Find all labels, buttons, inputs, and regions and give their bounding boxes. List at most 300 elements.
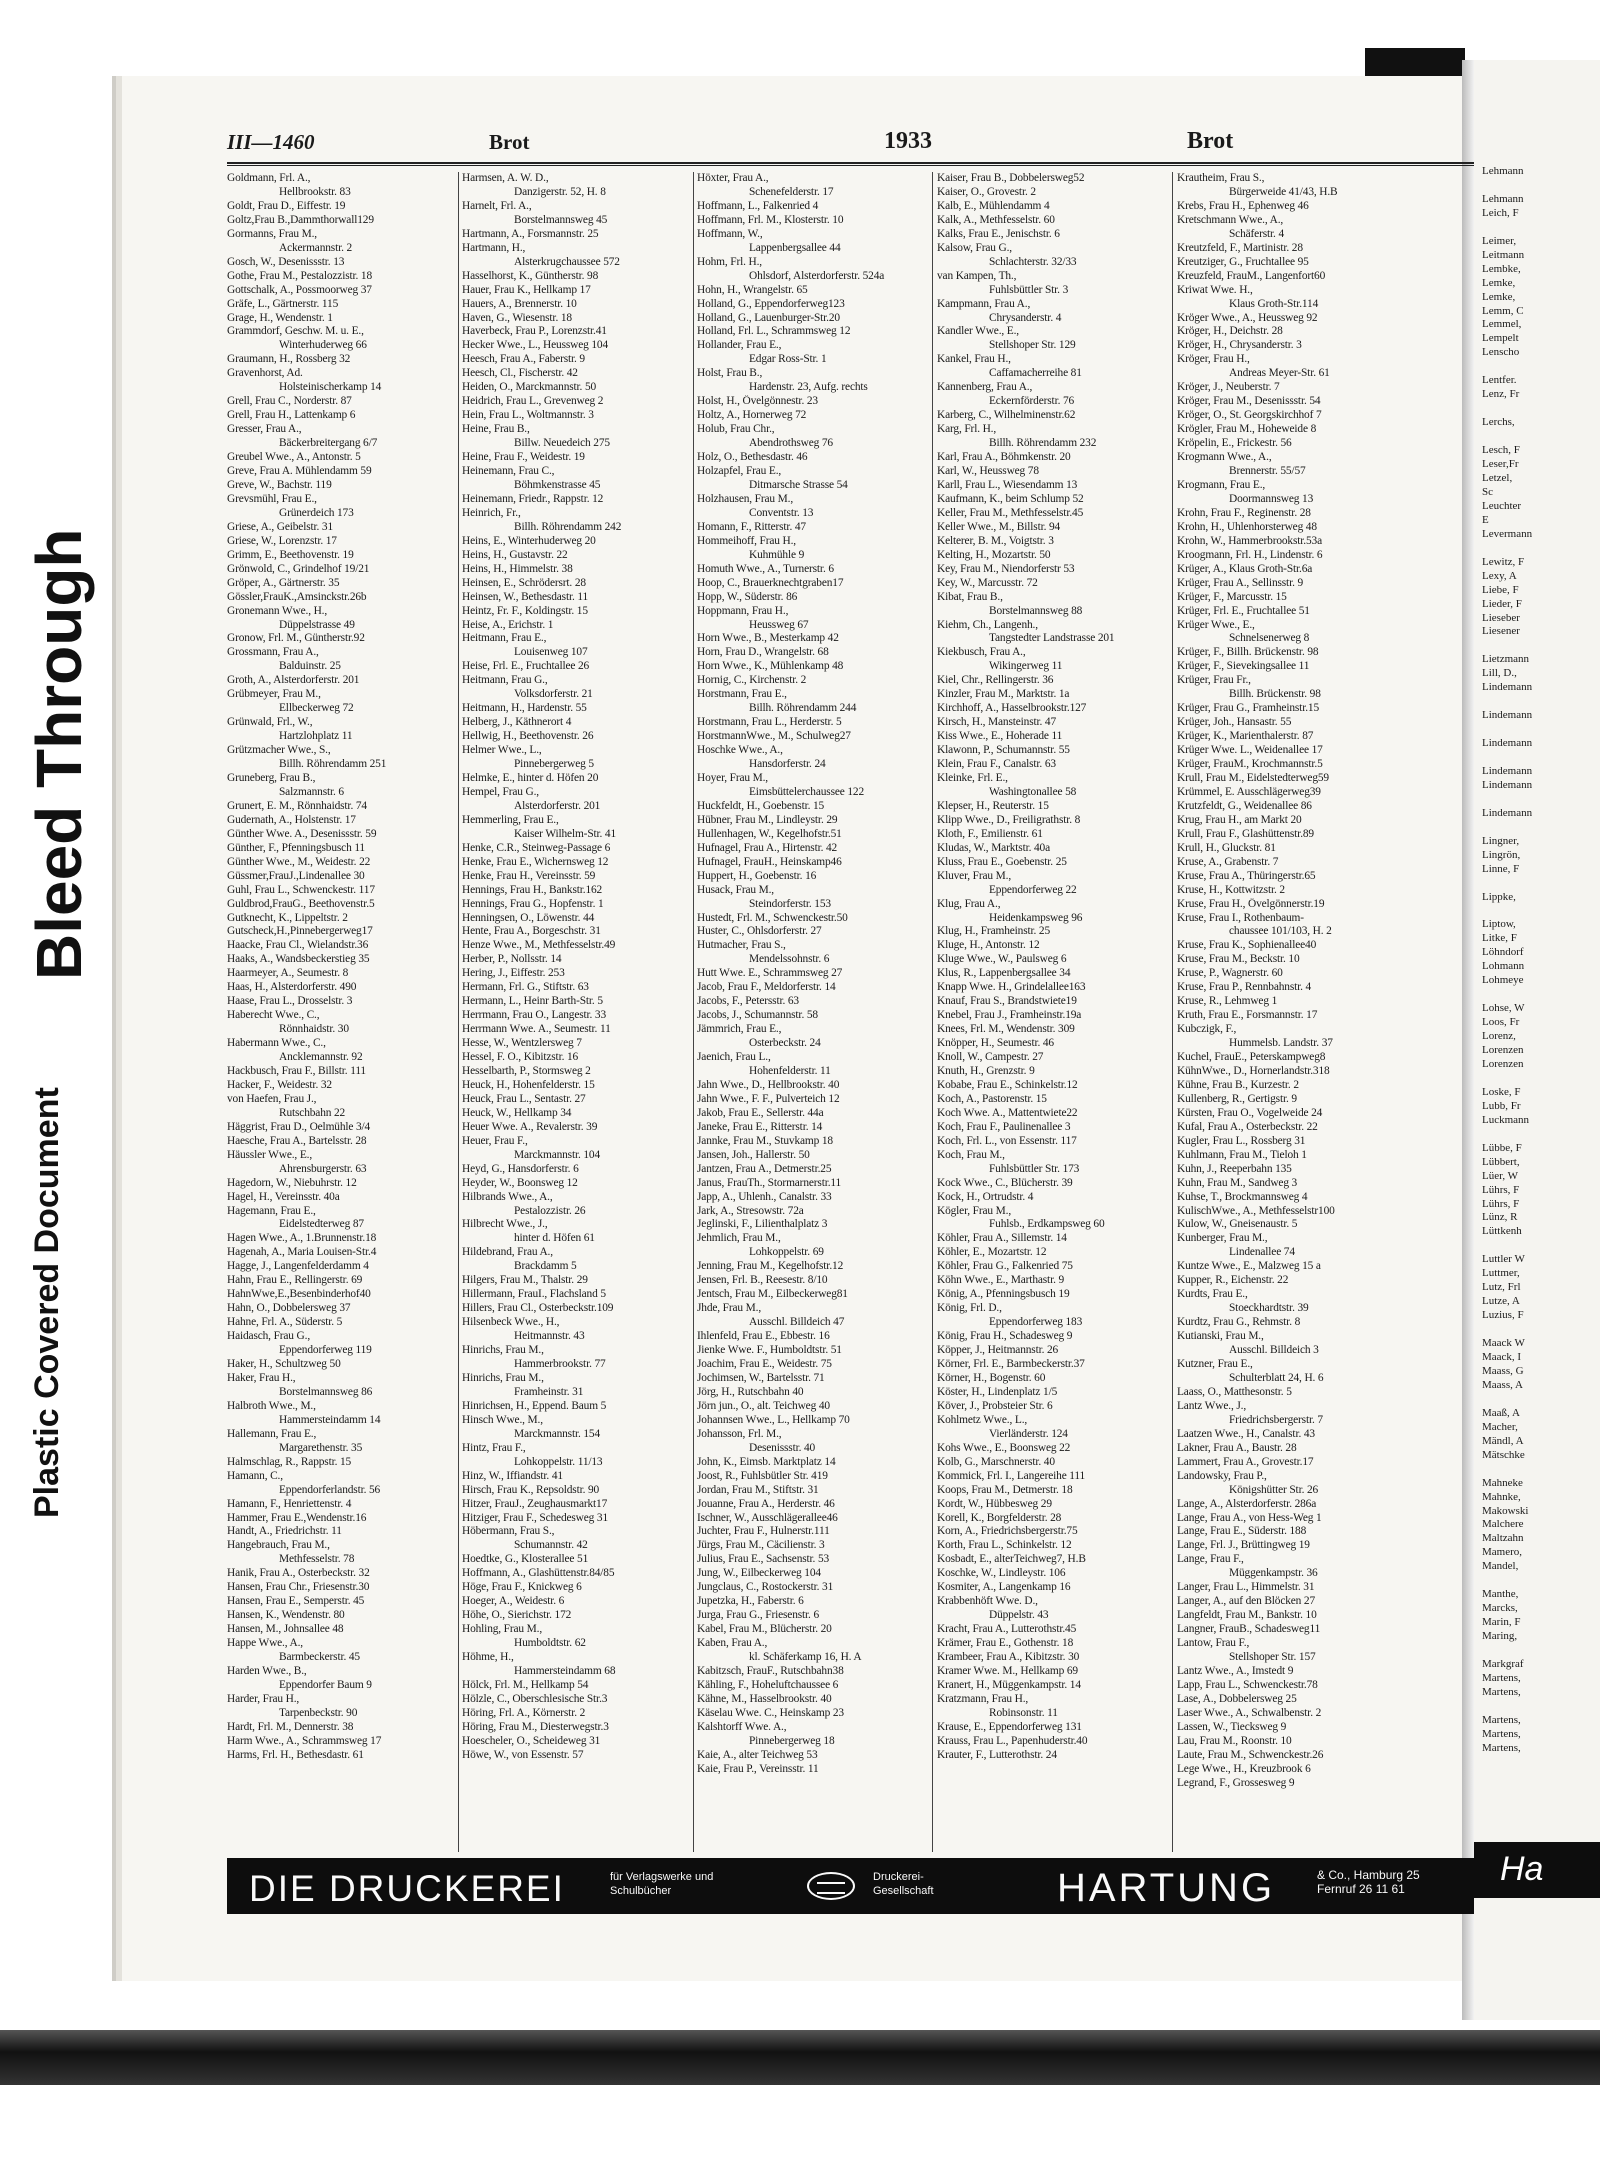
directory-entry-continuation: Grünerdeich 173 [279,506,354,519]
directory-entry: Karberg, C., Wilhelminenstr.62 [937,409,1076,422]
directory-entry: Jansen, Joh., Hallerstr. 50 [697,1148,810,1161]
next-page-entry: Luzius, F [1482,1309,1524,1322]
bleed-through-label: Bleed Through [23,528,95,980]
directory-entry: Kroogmann, Frl. H., Lindenstr. 6 [1177,548,1323,561]
directory-entry: Kögler, Frau M., [937,1204,1012,1217]
directory-entry: Kranert, H., Müggenkampstr. 14 [937,1678,1081,1691]
directory-entry-continuation: Schnelsenerweg 8 [1229,632,1310,645]
directory-entry: Klug, H., Framheinstr. 25 [937,925,1050,938]
directory-entry: Krautheim, Frau S., [1177,172,1265,184]
directory-entry: Gormanns, Frau M., [227,227,317,240]
directory-entry: Koch, Frau M., [937,1148,1005,1161]
directory-entry: Hölzle, C., Oberschlesische Str.3 [462,1692,608,1705]
directory-entry: Hinrichs, Frau M., [462,1344,544,1357]
directory-entry: Heins, H., Gustavstr. 22 [462,548,568,561]
directory-entry: Hoffmann, A., Glashüttenstr.84/85 [462,1567,615,1580]
page-header [227,124,1502,160]
directory-entry: Jhde, Frau M., [697,1302,762,1315]
directory-entry: Jantzen, Frau A., Detmerstr.25 [697,1162,832,1175]
directory-entry: Krüger, Frl. E., Fruchtallee 51 [1177,604,1310,617]
next-page-entry: Lindemann [1482,806,1533,819]
directory-entry: Köver, J., Probsteier Str. 6 [937,1399,1053,1412]
directory-entry-continuation: Hammerbrookstr. 77 [514,1358,606,1371]
directory-entry: Günther Wwe., M., Weidestr. 22 [227,855,371,868]
directory-entry: Holz, O., Bethesdastr. 46 [697,451,808,464]
next-page-entry [1474,1393,1532,1407]
directory-entry: KulischWwe., A., Methfesselstr100 [1177,1204,1335,1217]
directory-entry: Krüger, F., Marcusstr. 15 [1177,590,1287,603]
directory-entry: Lange, Frl. J., Brüttingweg 19 [1177,1539,1310,1552]
directory-entry: Lantz Wwe., A., Imstedt 9 [1177,1664,1294,1677]
directory-entry: Kampmann, Frau A., [937,297,1031,310]
directory-entry: Hacker, F., Weidestr. 32 [227,1078,332,1091]
directory-entry: Hermann, Frl. G., Stiftstr. 63 [462,981,589,994]
directory-entry: Kruse, Frau M., Beckstr. 10 [1177,953,1300,966]
directory-entry: Kaufmann, K., beim Schlump 52 [937,492,1084,505]
directory-entry-continuation: Robinsonstr. 11 [989,1706,1058,1719]
directory-entry: Grevsmühl, Frau E., [227,492,317,505]
directory-entry: Holst, Frau B., [697,367,763,380]
directory-entry: Janeke, Frau E., Ritterstr. 14 [697,1120,823,1133]
directory-entry: Henke, C.R., Steinweg-Passage 6 [462,841,611,854]
next-page-entry: Maaß, A [1482,1406,1520,1419]
directory-entry: Hildebrand, Frau A., [462,1246,553,1259]
directory-entry: Kabitzsch, FrauF., Rutschbahn38 [697,1664,844,1677]
next-page-entry: Marin, F [1482,1616,1521,1629]
directory-entry: Hoedtke, G., Klosterallee 51 [462,1553,589,1566]
next-page-entry: Lentfer. [1482,374,1517,387]
next-page-entry: Lübbe, F [1482,1141,1522,1154]
directory-entry: Kracht, Frau A., Lutterothstr.45 [937,1623,1077,1636]
directory-entry-continuation: Stoeckhardtstr. 39 [1229,1302,1309,1315]
next-page-entry [1474,723,1532,737]
directory-entry: Klug, Frau A., [937,897,1001,910]
directory-entry: Hanik, Frau A., Osterbeckstr. 32 [227,1567,370,1580]
scan-dark-strip-bottom [0,2030,1600,2085]
directory-entry: Klipp Wwe., D., Freiligrathstr. 8 [937,813,1081,826]
directory-entry-continuation: Rutschbahn 22 [279,1106,346,1119]
directory-entry: Krüger, K., Marienthalerstr. 87 [1177,730,1314,743]
directory-entry: Hennings, Frau G., Hopfenstr. 1 [462,897,604,910]
directory-entry-continuation: hinter d. Höfen 61 [514,1232,595,1245]
directory-entry-continuation: Lohkoppelstr. 69 [749,1246,824,1259]
directory-entry: Gruneberg, Frau B., [227,771,316,784]
advertisement-banner [227,1858,1502,1914]
directory-entry: Hardt, Frl. M., Dennerstr. 38 [227,1720,354,1733]
directory-entry: Jürgs, Frau M., Cäcilienstr. 3 [697,1539,825,1552]
directory-entry: Heine, Frau F., Weidestr. 19 [462,451,585,464]
directory-entry: Laute, Frau M., Schwenckestr.26 [1177,1748,1324,1761]
next-page-entry: Mändl, A [1482,1434,1524,1447]
directory-entry-continuation: Ausschl. Billdeich 3 [1229,1344,1319,1357]
directory-entry: Hagenah, A., Maria Louisen-Str.4 [227,1246,377,1259]
directory-entry: Hohm, Frl. H., [697,255,762,268]
directory-entry: Hallemann, Frau E., [227,1427,317,1440]
directory-entry: Greve, W., Bachstr. 119 [227,478,332,491]
directory-entry-continuation: Düppelstrasse 49 [279,618,355,631]
directory-entry: HorstmannWwe., M., Schulweg27 [697,730,851,743]
directory-entry: Häggrist, Frau D., Oelmühle 3/4 [227,1120,371,1133]
directory-entry: Kriwat Wwe. H., [1177,283,1253,296]
next-page-entry: Martens, [1482,1685,1521,1698]
directory-entry: Jaenich, Frau L., [697,1051,771,1064]
directory-entry: Hesse, W., Wentzlersweg 7 [462,1037,582,1050]
next-page-entry: Martens, [1482,1671,1521,1684]
directory-entry: Horn Wwe., B., Mesterkamp 42 [697,632,839,645]
directory-entry: Hennings, Frau H., Bankstr.162 [462,883,603,896]
directory-entry: Kürsten, Frau O., Vogelweide 24 [1177,1106,1323,1119]
directory-entry-continuation: Doormannsweg 13 [1229,492,1314,505]
directory-entry: Grützmacher Wwe., S., [227,744,331,757]
directory-entry: Laatzen Wwe., H., Canalstr. 43 [1177,1427,1315,1440]
directory-entry: Keller, Frau M., Methfesselstr.45 [937,506,1084,519]
next-page-entry [1474,639,1532,653]
directory-entry: Grossmann, Frau A., [227,646,319,659]
directory-entry: Heins, H., Himmelstr. 38 [462,562,573,575]
directory-entry-continuation: Hansdorferstr. 24 [749,758,826,771]
directory-entry-continuation: Kuhmühle 9 [749,548,805,561]
directory-entry: Heesch, Cl., Fischerstr. 42 [462,367,578,380]
directory-entry: Hinrichs, Frau M., [462,1371,544,1384]
directory-entry: Höhe, O., Sierichstr. 172 [462,1609,572,1622]
directory-entry: Landowsky, Frau P., [1177,1469,1267,1482]
directory-entry: Heinsen, W., Bethesdastr. 11 [462,590,589,603]
directory-entry-continuation: Bürgerweide 41/43, H.B [1229,185,1338,198]
directory-entry: Gudernath, A., Holstenstr. 17 [227,813,356,826]
next-page-entry: Lesch, F [1482,444,1520,457]
directory-entry: Knoll, W., Campestr. 27 [937,1051,1044,1064]
next-page-entry: Lohmeye [1482,974,1524,987]
directory-entry: Hoffmann, W., [697,227,763,240]
directory-entry: Heuck, W., Hellkamp 34 [462,1106,572,1119]
directory-entry: Horstmann, Frau L., Herderstr. 5 [697,716,842,729]
directory-entry-continuation: Caffamacherreihe 81 [989,367,1082,380]
directory-entry: Helmer Wwe., L., [462,744,542,757]
ad-phone-line: Fernruf 26 11 61 [1317,1882,1405,1896]
directory-entry: Kubczigk, F., [1177,1023,1237,1036]
directory-entry: Hagemann, Frau E., [227,1204,316,1217]
directory-entry-continuation: Borstelmannsweg 45 [514,213,608,226]
directory-entry: Horn, Frau D., Wrangelstr. 68 [697,646,829,659]
directory-entry: Krümmel, E. Ausschlägerweg39 [1177,785,1321,798]
directory-entry: Herrmann, Frau O., Langestr. 33 [462,1009,607,1022]
directory-entry: Harden Wwe., B., [227,1664,307,1677]
directory-entry-continuation: Desenissstr. 40 [749,1441,816,1454]
directory-entry: Lassen, W., Tiecksweg 9 [1177,1720,1287,1733]
directory-entry-continuation: Billh. Röhrendamm 251 [279,758,387,771]
directory-entry: Helmke, E., hinter d. Höfen 20 [462,771,599,784]
directory-entry: Hauers, A., Brennerstr. 10 [462,297,577,310]
directory-entry: Lammert, Frau A., Grovestr.17 [1177,1455,1314,1468]
directory-entry: Kuhse, T., Brockmannsweg 4 [1177,1190,1308,1203]
directory-entry: Kalks, Frau E., Jenischstr. 6 [937,227,1060,240]
next-page-entry: Maltzahn [1482,1532,1524,1545]
directory-entry: Laser Wwe., A., Schwalbenstr. 2 [1177,1706,1322,1719]
directory-entry-continuation: Alsterdorferstr. 201 [514,799,601,812]
directory-entry: Julius, Frau E., Sachsenstr. 53 [697,1553,830,1566]
ad-logo-icon [807,1872,855,1900]
directory-entry: Gothe, Frau M., Pestalozzistr. 18 [227,269,373,282]
directory-entry: Höring, Frau M., Diesterwegstr.3 [462,1720,609,1733]
directory-entry-continuation: Hammersteindamm 14 [279,1413,381,1426]
directory-entry: Gottschalk, A., Possmoorweg 37 [227,283,372,296]
directory-entry-continuation: Schenefelderstr. 17 [749,185,834,198]
column-divider [1172,172,1173,1852]
directory-entry: Heinrich, Fr., [462,506,521,519]
directory-entry: Langner, FrauB., Schadesweg11 [1177,1623,1321,1636]
next-page-entry: Lemm, C [1482,304,1524,317]
directory-entry: Hangebrauch, Frau M., [227,1539,330,1552]
directory-entry: Kobabe, Frau E., Schinkelstr.12 [937,1078,1078,1091]
directory-entry: Karll, Frau L., Wiesendamm 13 [937,478,1078,491]
directory-entry: Koch, Frl. L., von Essenstr. 117 [937,1134,1077,1147]
next-page-entry: Makowski [1482,1504,1529,1517]
next-page-entry [1474,1700,1532,1714]
directory-entry-continuation: Tarpenbeckstr. 90 [279,1706,358,1719]
header-keyword-right: Brot [1187,128,1234,154]
directory-entry: Krüger, Frau Fr., [1177,674,1251,687]
next-page-entry [1474,1072,1532,1086]
directory-entry: Gravenhorst, Ad. [227,367,303,380]
directory-entry-continuation: Conventstr. 13 [749,506,814,519]
header-rule [227,162,1502,166]
directory-entry: Hasselhorst, K., Güntherstr. 98 [462,269,599,282]
directory-entry: Grammdorf, Geschw. M. u. E., [227,325,364,338]
directory-entry: Haesche, Frau A., Bartelsstr. 28 [227,1134,367,1147]
directory-entry: Guhl, Frau L., Schwenckestr. 117 [227,883,375,896]
directory-entry: Höwe, W., von Essenstr. 57 [462,1748,584,1761]
directory-entry: Koops, Frau M., Detmerstr. 18 [937,1483,1073,1496]
directory-entry: Kutianski, Frau M., [1177,1330,1264,1343]
directory-entry: Kühne, Frau B., Kurzestr. 2 [1177,1078,1299,1091]
directory-entry: Griese, W., Lorenzstr. 17 [227,534,337,547]
directory-entry: Lakner, Frau A., Baustr. 28 [1177,1441,1297,1454]
directory-entry: Johansson, Frl. M., [697,1427,782,1440]
directory-entry: Kupper, R., Eichenstr. 22 [1177,1274,1289,1287]
next-page-entry: Lembke, [1482,262,1521,275]
directory-entry: Kluver, Frau M., [937,869,1012,882]
directory-entry: Jacobs, F., Petersstr. 63 [697,995,799,1008]
directory-entry: Kuntze Wwe., E., Malzweg 15 a [1177,1260,1321,1273]
directory-entry: Kuhn, Frau M., Sandweg 3 [1177,1176,1298,1189]
directory-entry: Hinz, W., Iffiandstr. 41 [462,1469,563,1482]
directory-entry: Hein, Frau L., Woltmannstr. 3 [462,409,594,422]
directory-entry: Gronow, Frl. M., Güntherstr.92 [227,632,365,645]
directory-entry: Hansen, K., Wendenstr. 80 [227,1609,345,1622]
directory-entry: Holub, Frau Chr., [697,423,775,436]
directory-entry: Krauter, F., Lutterothstr. 24 [937,1748,1057,1761]
directory-entry-continuation: Volksdorferstr. 21 [514,688,593,701]
directory-entry: Hilsenbeck Wwe., H., [462,1316,560,1329]
directory-entry: Hornig, C., Kirchenstr. 2 [697,674,807,687]
directory-entry: Japp, A., Uhlenh., Canalstr. 33 [697,1190,832,1203]
directory-entry-continuation: Hellbrookstr. 83 [279,185,351,198]
directory-entry: Keller Wwe., M., Billstr. 94 [937,520,1061,533]
directory-entry-continuation: Billh. Röhrendamm 232 [989,437,1097,450]
directory-entry: Krüger, Frau A., Sellinsstr. 9 [1177,576,1304,589]
directory-entry: Kurdts, Frau E., [1177,1288,1248,1301]
directory-entry: Hohling, Frau M., [462,1623,543,1636]
directory-entry: Groth, A., Alsterdorferstr. 201 [227,674,360,687]
directory-entry: von Haefen, Frau J., [227,1092,317,1105]
directory-entry: Koch, Frau F., Paulinenallee 3 [937,1120,1071,1133]
directory-entry: Happe Wwe., A., [227,1637,303,1650]
directory-entry: Kaiser, Frau B., Dobbelersweg52 [937,172,1085,184]
directory-entry: Kröger, Frau H., [1177,353,1250,366]
next-page-entry: Mandel, [1482,1560,1519,1573]
directory-entry: Jungclaus, C., Rostockerstr. 31 [697,1581,834,1594]
directory-entry: Ischner, W., Ausschlägerallee46 [697,1511,838,1524]
directory-entry: Kruse, Frau H., Övelgönnerstr.19 [1177,897,1325,910]
directory-entry: Koch Wwe. A., Mattentwiete22 [937,1106,1078,1119]
column-divider [693,172,694,1852]
next-page-entry: Loos, Fr [1482,1016,1520,1029]
next-page-entry: Macher, [1482,1420,1518,1433]
directory-entry-continuation: Humboldtstr. 62 [514,1637,586,1650]
directory-entry: Köster, H., Lindenplatz 1/5 [937,1385,1058,1398]
directory-entry: Goldmann, Frl. A., [227,172,311,184]
directory-entry: Holzhausen, Frau M., [697,492,794,505]
directory-entry-continuation: Louisenweg 107 [514,646,588,659]
directory-entry: Jienke Wwe. F., Humboldtstr. 51 [697,1344,842,1357]
next-page-entry: Lempelt [1482,332,1519,345]
next-page-entry [1474,360,1532,374]
directory-entry: Harnelt, Frl. A., [462,199,532,212]
directory-entry: Köpper, J., Heitmannstr. 26 [937,1344,1059,1357]
next-page-entry: Lewitz, F [1482,555,1525,568]
directory-entry: Kloth, F., Emilienstr. 61 [937,827,1043,840]
directory-entry: Helberg, J., Käthnerort 4 [462,716,572,729]
directory-entry: Gosch, W., Desenissstr. 13 [227,255,345,268]
directory-entry: Hölck, Frl. M., Hellkamp 54 [462,1678,589,1691]
next-page-entry [1474,221,1532,235]
directory-entry-continuation: Hartzlohplatz 11 [279,730,353,743]
directory-entry-continuation: chaussee 101/103, H. 2 [1229,925,1332,938]
directory-entry-continuation: Böhmkenstrasse 45 [514,478,601,491]
next-page-entry: Lieder, F [1482,597,1522,610]
directory-entry: Hoffmann, L., Falkenried 4 [697,199,819,212]
directory-entry: Hartmann, A., Forsmannstr. 25 [462,227,599,240]
directory-entry: Krüger, Joh., Hansastr. 55 [1177,716,1292,729]
directory-entry: Hoeger, A., Weidestr. 6 [462,1595,565,1608]
next-page-entry: Löhndorf [1482,946,1524,959]
directory-entry: Hillermann, FrauI., Flachsland 5 [462,1288,606,1301]
directory-entry: Handt, A., Friedrichstr. 11 [227,1525,342,1538]
directory-entry: Goltz,Frau B.,Dammthorwall129 [227,213,374,226]
directory-entry: Kratzmann, Frau H., [937,1692,1029,1705]
directory-entry: Gröper, A., Gärtnerstr. 35 [227,576,340,589]
directory-entry-continuation: Hammersteindamm 68 [514,1664,616,1677]
directory-entry: Koschke, W., Lindleystr. 106 [937,1567,1066,1580]
directory-entry: Husack, Frau M., [697,883,775,896]
directory-entry-continuation: Bäckerbreitergang 6/7 [279,437,378,450]
directory-entry: Haase, Frau L., Drosselstr. 3 [227,995,353,1008]
directory-entry: Halbroth Wwe., M., [227,1399,316,1412]
next-page-entry: Lemmel, [1482,318,1522,331]
page-number: III—1460 [227,130,315,154]
directory-entry-continuation: Düppelstr. 43 [989,1609,1049,1622]
directory-column-4 [937,172,1165,1852]
next-page-entry: Maack W [1482,1337,1525,1350]
next-page-entry [1474,1574,1532,1588]
next-page-entry: Linne, F [1482,862,1520,875]
directory-entry: Höbermann, Frau S., [462,1525,555,1538]
directory-entry: Heesch, Frau A., Faberstr. 9 [462,353,585,366]
directory-entry: Grönwold, C., Grindelhof 19/21 [227,562,370,575]
ad-tagline [610,1870,713,1898]
directory-entry: Grimm, E., Beethovenstr. 19 [227,548,354,561]
directory-entry-continuation: Washingtonallee 58 [989,785,1077,798]
directory-entry-continuation: Borstelmannsweg 86 [279,1385,373,1398]
next-page-entry: Lemke, [1482,290,1516,303]
directory-entry: Harmsen, A. W. D., [462,172,549,184]
directory-entry: Lange, Frau E., Süderstr. 188 [1177,1525,1307,1538]
directory-entry-continuation: Tangstedter Landstrasse 201 [989,632,1115,645]
directory-entry-continuation: Steindorferstr. 153 [749,897,831,910]
next-page-entry: Maring, [1482,1630,1518,1643]
directory-entry: Kirchhoff, A., Hasselbrookstr.127 [937,702,1087,715]
directory-entry-continuation: Edgar Ross-Str. 1 [749,353,827,366]
directory-entry-continuation: Fuhlsb., Erdkampsweg 60 [989,1218,1105,1231]
directory-entry-continuation: Mendelssohnstr. 6 [749,953,830,966]
directory-entry: Guldbrod,FrauG., Beethovenstr.5 [227,897,375,910]
next-page-entry: Mahnke, [1482,1490,1521,1503]
directory-entry: Hommeihoff, Frau H., [697,534,796,547]
directory-entry: Haaks, A., Wandsbeckerstieg 35 [227,953,370,966]
directory-entry: Lange, A., Alsterdorferstr. 286a [1177,1497,1317,1510]
directory-entry: Kluge Wwe., W., Paulsweg 6 [937,953,1067,966]
next-page-entry: Lünz, R [1482,1211,1518,1224]
directory-entry-continuation: Lohkoppelstr. 11/13 [514,1455,603,1468]
next-page-entry: Lingrön, [1482,848,1521,861]
directory-entry: Kohlmetz Wwe., L., [937,1413,1028,1426]
directory-entry: Knees, Frl. M., Wendenstr. 309 [937,1023,1075,1036]
directory-entry: Kröger, J., Neuberstr. 7 [1177,381,1280,394]
directory-entry: Heuer, Frau F., [462,1134,528,1147]
directory-entry-continuation: Schulterblatt 24, H. 6 [1229,1371,1324,1384]
directory-entry: Korth, Frau L., Schinkelstr. 12 [937,1539,1072,1552]
directory-entry: Kankel, Frau H., [937,353,1011,366]
directory-entry: Kruth, Frau E., Forsmannstr. 17 [1177,1009,1318,1022]
directory-entry: Hansen, Frau Chr., Friesenstr.30 [227,1581,370,1594]
next-page-entry: Liesener [1482,625,1520,638]
directory-entry-continuation: Danzigerstr. 52, H. 8 [514,185,606,198]
directory-entry: Hesselbarth, P., Stormsweg 2 [462,1065,591,1077]
directory-entry: Krogmann Wwe., A., [1177,451,1272,464]
directory-entry: Grell, Frau C., Norderstr. 87 [227,395,352,408]
next-page-entry: Lindemann [1482,737,1533,750]
ad-company-type-line-2: Gesellschaft [873,1885,934,1897]
directory-entry: Kiel, Chr., Rellingerstr. 36 [937,674,1054,687]
directory-entry: Heins, E., Winterhuderweg 20 [462,534,596,547]
directory-entry: Haberecht Wwe., C., [227,1009,320,1022]
directory-entry: Jacobs, J., Schumannstr. 58 [697,1009,818,1022]
next-page-entry: Liptow, [1482,918,1516,931]
directory-entry: Kohs Wwe., E., Boonsweg 22 [937,1441,1071,1454]
next-page-entry: Lietzmann [1482,653,1530,666]
next-page-entry: Lohmann [1482,960,1525,973]
directory-entry-continuation: Marckmannstr. 154 [514,1427,601,1440]
next-page-entry [1474,1644,1532,1658]
directory-entry: Jahn Wwe., D., Hellbrookstr. 40 [697,1078,840,1091]
directory-entry-continuation: Barmbeckerstr. 45 [279,1651,360,1664]
next-page-entry: Luttler W [1482,1253,1525,1266]
next-page-entry: Leitmann [1482,248,1525,261]
directory-entry: Holzapfel, Frau E., [697,465,782,478]
directory-entry-continuation: Abendrothsweg 76 [749,437,833,450]
directory-entry: Häussler Wwe., E., [227,1148,313,1161]
next-page-entry: Letzel, [1482,471,1513,484]
